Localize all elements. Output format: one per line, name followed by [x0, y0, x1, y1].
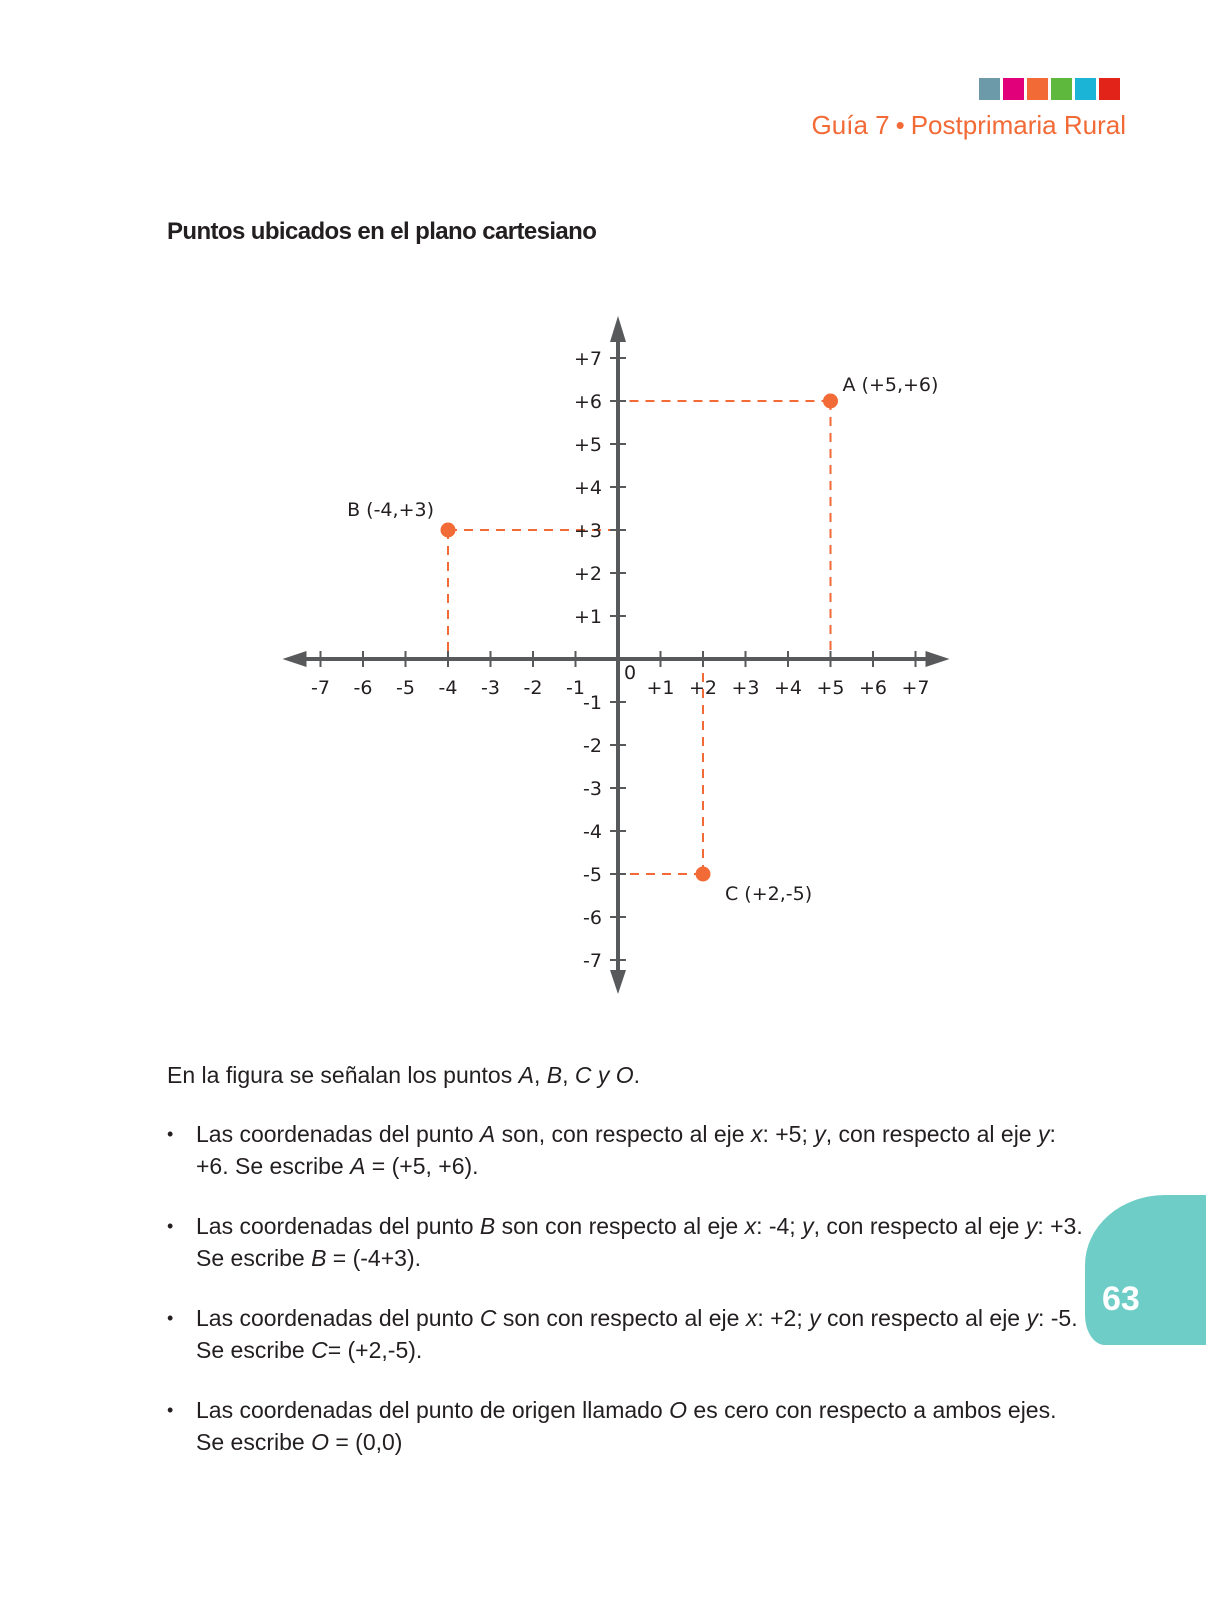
y-tick-label: +3 — [573, 520, 602, 542]
y-tick-label: +4 — [573, 477, 602, 499]
x-tick-label: +3 — [731, 677, 760, 699]
x-tick-label: -5 — [396, 677, 415, 699]
bullet-item: • Las coordenadas del punto A son, con respecto al eje x: +5; y, con respecto al eje y: +6. Se escribe A = (+5, +6). — [167, 1118, 1087, 1182]
page-number: 63 — [1102, 1280, 1140, 1318]
x-axis-arrow-left — [283, 651, 307, 667]
y-tick-label: -2 — [583, 735, 602, 757]
guide-label: Guía 7 — [811, 110, 890, 140]
bullet-list — [167, 1118, 1087, 1486]
origin-label: 0 — [624, 662, 637, 684]
y-tick-label: -3 — [583, 778, 602, 800]
point-c — [696, 867, 711, 882]
x-tick-label: -7 — [311, 677, 330, 699]
point-label-c: C (+2,-5) — [725, 883, 813, 905]
intro-paragraph: En la figura se señalan los puntos A, B, C y O. — [167, 1062, 641, 1088]
x-tick-label: -3 — [481, 677, 500, 699]
x-tick-label: +2 — [688, 677, 718, 699]
y-tick-label: -5 — [583, 864, 602, 886]
page-number-tab — [1085, 1195, 1206, 1345]
section-title: Puntos ubicados en el plano cartesiano — [167, 218, 597, 245]
bullet-item: • Las coordenadas del punto C son con respecto al eje x: +2; y con respecto al eje y: -5. Se escribe C= (+2,-5). — [167, 1302, 1087, 1366]
x-tick-label: +4 — [773, 677, 803, 699]
x-tick-label: -1 — [566, 677, 585, 699]
point-a — [823, 394, 838, 409]
point-label-a: A (+5,+6) — [842, 374, 939, 396]
x-tick-label: +5 — [816, 677, 845, 699]
x-tick-label: +1 — [646, 677, 675, 699]
point-b — [441, 523, 456, 538]
y-tick-label: +5 — [573, 434, 602, 456]
y-tick-label: +6 — [573, 391, 602, 413]
y-tick-label: +2 — [573, 563, 602, 585]
y-axis-arrow-up — [610, 316, 626, 342]
y-tick-label: +7 — [573, 348, 602, 370]
x-tick-label: -4 — [438, 677, 458, 699]
y-tick-label: -4 — [583, 821, 602, 843]
x-tick-label: +6 — [858, 677, 888, 699]
x-tick-label: -6 — [353, 677, 373, 699]
point-label-b: B (-4,+3) — [347, 499, 434, 521]
x-tick-label: -2 — [523, 677, 543, 699]
y-tick-label: +1 — [573, 606, 602, 628]
y-tick-label: -7 — [583, 950, 602, 972]
bullet-item: • Las coordenadas del punto B son con respecto al eje x: -4; y, con respecto al eje y: +3. Se escribe B = (-4+3). — [167, 1210, 1087, 1274]
x-axis-arrow-right — [926, 651, 950, 667]
y-tick-label: -6 — [583, 907, 602, 929]
program-label: Postprimaria Rural — [910, 110, 1126, 140]
x-tick-label: +7 — [901, 677, 930, 699]
y-axis-arrow-down — [610, 970, 626, 994]
y-tick-label: -1 — [583, 692, 602, 714]
bullet-item: • Las coordenadas del punto de origen llamado O es cero con respecto a ambos ejes. Se escribe O = (0,0) — [167, 1394, 1087, 1458]
header-separator: • — [895, 110, 905, 140]
